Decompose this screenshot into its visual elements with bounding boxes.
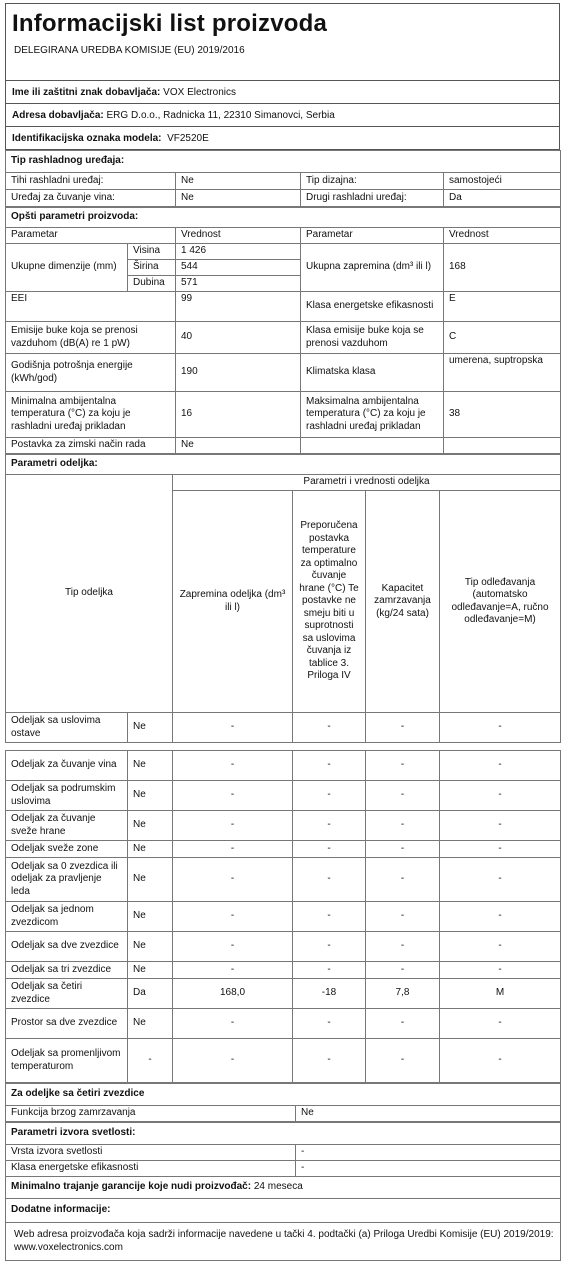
volume-label: Ukupna zapremina (dm³ ili l) bbox=[301, 244, 444, 292]
compartment-temp: - bbox=[293, 858, 366, 902]
noise-class-label: Klasa emisije buke koja se prenosi vazduhom bbox=[301, 322, 444, 354]
col-volume: Zapremina odeljka (dm³ ili l) bbox=[173, 491, 293, 713]
compartment-defrost: - bbox=[440, 1009, 561, 1039]
compartment-volume: - bbox=[173, 811, 293, 841]
compartment-present: - bbox=[128, 1039, 173, 1083]
design-label: Tip dizajna: bbox=[301, 173, 444, 190]
compartment-name: Odeljak sa tri zvezdice bbox=[6, 962, 128, 979]
compartment-defrost: - bbox=[440, 841, 561, 858]
dim-depth-label: Dubina bbox=[128, 276, 176, 292]
compartment-temp: -18 bbox=[293, 979, 366, 1009]
compartment-freeze: - bbox=[366, 781, 440, 811]
compartment-name: Prostor sa dve zvezdice bbox=[6, 1009, 128, 1039]
compartment-temp: - bbox=[293, 1039, 366, 1083]
col-value: Vrednost bbox=[176, 228, 301, 244]
compartment-volume: - bbox=[173, 781, 293, 811]
compartment-temp: - bbox=[293, 811, 366, 841]
table-row bbox=[6, 962, 561, 979]
warranty-label: Minimalno trajanje garancije koje nudi proizvođač: bbox=[11, 1181, 252, 1193]
warranty-value: 24 meseca bbox=[253, 1181, 303, 1193]
table-row bbox=[6, 751, 561, 781]
eei-value: 99 bbox=[176, 292, 301, 322]
min-temp-value: 16 bbox=[176, 392, 301, 438]
compartment-name: Odeljak sa četiri zvezdice bbox=[6, 979, 128, 1009]
climate-value: umerena, suptropska bbox=[444, 354, 561, 392]
type-row bbox=[6, 173, 561, 190]
supplier-address-row bbox=[5, 104, 560, 127]
light-class-label: Klasa energetske efikasnosti bbox=[6, 1161, 296, 1177]
compartment-temp: - bbox=[293, 781, 366, 811]
compartment-name: Odeljak sveže zone bbox=[6, 841, 128, 858]
annual-energy-label: Godišnja potrošnja energije (kWh/god) bbox=[6, 354, 176, 392]
compartment-name: Odeljak sa 0 zvezdica ili odeljak za pravljenje leda bbox=[6, 858, 128, 902]
min-temp-label: Minimalna ambijentalna temperatura (°C) za koju je rashladni uređaj prikladan bbox=[6, 392, 176, 438]
warranty-row bbox=[6, 1177, 561, 1199]
supplier-name-value: VOX Electronics bbox=[163, 86, 236, 98]
light-source-table bbox=[5, 1122, 561, 1261]
general-parameters-table bbox=[5, 207, 561, 454]
compartment-temp: - bbox=[293, 1009, 366, 1039]
table-row bbox=[6, 1009, 561, 1039]
compartment-volume: - bbox=[173, 751, 293, 781]
energy-class-label: Klasa energetske efikasnosti bbox=[301, 292, 444, 322]
page-title: Informacijski list proizvoda bbox=[12, 10, 328, 37]
light-heading: Parametri izvora svetlosti: bbox=[11, 1127, 136, 1139]
compartment-present: Ne bbox=[128, 781, 173, 811]
compartment-name: Odeljak sa dve zvezdice bbox=[6, 932, 128, 962]
compartment-temp: - bbox=[293, 932, 366, 962]
type-table bbox=[5, 150, 561, 207]
table-row bbox=[6, 932, 561, 962]
four-star-table bbox=[5, 1083, 561, 1122]
volume-value: 168 bbox=[444, 244, 561, 292]
compartment-name: Odeljak sa promenljivom temperaturom bbox=[6, 1039, 128, 1083]
col-value2: Vrednost bbox=[444, 228, 561, 244]
compartment-volume: - bbox=[173, 932, 293, 962]
light-class-value: - bbox=[296, 1161, 561, 1177]
supplier-address-value: ERG D.o.o., Radnicka 11, 22310 Simanovci, Serbia bbox=[106, 109, 335, 121]
annual-energy-value: 190 bbox=[176, 354, 301, 392]
compartment-defrost: - bbox=[440, 1039, 561, 1083]
max-temp-label: Maksimalna ambijentalna temperatura (°C) za koju je rashladni uređaj prikladan bbox=[301, 392, 444, 438]
supplier-name-label: Ime ili zaštitni znak dobavljača: bbox=[12, 86, 161, 98]
dim-height-label: Visina bbox=[128, 244, 176, 260]
silent-value: Ne bbox=[176, 173, 301, 190]
compartment-freeze: - bbox=[366, 858, 440, 902]
other-appliance-label: Drugi rashladni uređaj: bbox=[301, 190, 444, 207]
light-type-label: Vrsta izvora svetlosti bbox=[6, 1145, 296, 1161]
compartment-temp: - bbox=[293, 962, 366, 979]
compartment-defrost: - bbox=[440, 781, 561, 811]
compartment-volume: - bbox=[173, 858, 293, 902]
dim-width-value: 544 bbox=[176, 260, 301, 276]
compartment-volume: - bbox=[173, 713, 293, 743]
compartment-freeze: - bbox=[366, 962, 440, 979]
compartment-defrost: - bbox=[440, 858, 561, 902]
table-row bbox=[6, 1039, 561, 1083]
compartment-name: Odeljak sa uslovima ostave bbox=[6, 713, 128, 743]
compartment-name: Odeljak sa jednom zvezdicom bbox=[6, 902, 128, 932]
compartment-present: Ne bbox=[128, 1009, 173, 1039]
dim-width-label: Širina bbox=[128, 260, 176, 276]
compartment-temp: - bbox=[293, 902, 366, 932]
general-heading: Opšti parametri proizvoda: bbox=[11, 211, 139, 223]
compartment-freeze: - bbox=[366, 932, 440, 962]
page-subtitle: DELEGIRANA UREDBA KOMISIJE (EU) 2019/2016 bbox=[14, 45, 245, 56]
supplier-name-row bbox=[5, 81, 560, 104]
col-param: Parametar bbox=[6, 228, 176, 244]
table-row bbox=[6, 713, 561, 743]
table-row bbox=[6, 902, 561, 932]
max-temp-value: 38 bbox=[444, 392, 561, 438]
climate-label: Klimatska klasa bbox=[301, 354, 444, 392]
compartment-temp: - bbox=[293, 841, 366, 858]
compartment-freeze: - bbox=[366, 902, 440, 932]
noise-value: 40 bbox=[176, 322, 301, 354]
fast-freeze-label: Funkcija brzog zamrzavanja bbox=[6, 1106, 296, 1122]
col-freezing-capacity: Kapacitet zamrzavanja (kg/24 sata) bbox=[366, 491, 440, 713]
compartment-freeze: - bbox=[366, 1009, 440, 1039]
col-compartment-type: Tip odeljka bbox=[6, 475, 173, 713]
col-temperature: Preporučena postavka temperature za optimalno čuvanje hrane (°C) Te postavke ne smeju biti u suprotnosti sa uslovima čuvanja iz tablice 3. Priloga IV bbox=[293, 491, 366, 713]
compartment-temp: - bbox=[293, 713, 366, 743]
supplier-address-label: Adresa dobavljača: bbox=[12, 109, 104, 121]
compartment-defrost: - bbox=[440, 713, 561, 743]
table-row bbox=[6, 858, 561, 902]
dim-height-value: 1 426 bbox=[176, 244, 301, 260]
compartment-defrost: - bbox=[440, 751, 561, 781]
other-appliance-value: Da bbox=[444, 190, 561, 207]
compartment-freeze: - bbox=[366, 751, 440, 781]
table-row bbox=[6, 979, 561, 1009]
additional-heading: Dodatne informacije: bbox=[11, 1204, 111, 1216]
compartment-defrost: M bbox=[440, 979, 561, 1009]
product-information-sheet bbox=[5, 3, 560, 1261]
compartment-present: Ne bbox=[128, 841, 173, 858]
winter-value: Ne bbox=[176, 438, 301, 454]
compartments-heading: Parametri odeljka: bbox=[11, 458, 98, 470]
compartment-present: Ne bbox=[128, 932, 173, 962]
noise-label: Emisije buke koja se prenosi vazduhom (dB(A) re 1 pW) bbox=[6, 322, 176, 354]
compartments-table bbox=[5, 454, 561, 1083]
compartment-present: Ne bbox=[128, 962, 173, 979]
table-row bbox=[6, 781, 561, 811]
compartment-freeze: - bbox=[366, 1039, 440, 1083]
compartment-name: Odeljak za čuvanje sveže hrane bbox=[6, 811, 128, 841]
wine-value: Ne bbox=[176, 190, 301, 207]
eei-label: EEI bbox=[6, 292, 176, 322]
compartment-volume: - bbox=[173, 1009, 293, 1039]
compartment-present: Ne bbox=[128, 713, 173, 743]
dimensions-label: Ukupne dimenzije (mm) bbox=[6, 244, 128, 292]
wine-label: Uređaj za čuvanje vina: bbox=[6, 190, 176, 207]
table-row bbox=[6, 841, 561, 858]
four-star-heading: Za odeljke sa četiri zvezdice bbox=[11, 1088, 145, 1100]
compartment-freeze: - bbox=[366, 841, 440, 858]
model-value: VF2520E bbox=[167, 132, 209, 144]
winter-label: Postavka za zimski način rada bbox=[6, 438, 176, 454]
type-row bbox=[6, 190, 561, 207]
compartment-volume: - bbox=[173, 1039, 293, 1083]
compartment-volume: - bbox=[173, 841, 293, 858]
compartment-volume: - bbox=[173, 902, 293, 932]
compartment-defrost: - bbox=[440, 932, 561, 962]
table-row bbox=[6, 811, 561, 841]
col-param2: Parametar bbox=[301, 228, 444, 244]
model-row bbox=[5, 127, 560, 150]
compartment-defrost: - bbox=[440, 811, 561, 841]
compartment-present: Ne bbox=[128, 858, 173, 902]
header bbox=[5, 3, 560, 81]
compartment-freeze: - bbox=[366, 811, 440, 841]
compartment-defrost: - bbox=[440, 902, 561, 932]
light-type-value: - bbox=[296, 1145, 561, 1161]
fast-freeze-value: Ne bbox=[296, 1106, 561, 1122]
model-label: Identifikacijska oznaka modela: bbox=[12, 132, 162, 144]
compartment-present: Ne bbox=[128, 902, 173, 932]
compartment-name: Odeljak sa podrumskim uslovima bbox=[6, 781, 128, 811]
compartment-freeze: 7,8 bbox=[366, 979, 440, 1009]
design-value: samostojeći bbox=[444, 173, 561, 190]
type-heading: Tip rashladnog uređaja: bbox=[11, 155, 125, 167]
group-header: Parametri i vrednosti odeljka bbox=[173, 475, 561, 491]
compartment-volume: 168,0 bbox=[173, 979, 293, 1009]
compartment-present: Ne bbox=[128, 811, 173, 841]
col-defrost: Tip odleđavanja (automatsko odleđavanje=A, ručno odleđavanje=M) bbox=[440, 491, 561, 713]
compartment-volume: - bbox=[173, 962, 293, 979]
dim-depth-value: 571 bbox=[176, 276, 301, 292]
noise-class-value: C bbox=[444, 322, 561, 354]
additional-text: Web adresa proizvođača koja sadrži informacije navedene u tački 4. podtački (a) Priloga Uredbi Komisije (EU) 2019/2019: www.voxelectronics.com bbox=[6, 1223, 561, 1261]
compartment-defrost: - bbox=[440, 962, 561, 979]
compartment-name: Odeljak za čuvanje vina bbox=[6, 751, 128, 781]
compartment-temp: - bbox=[293, 751, 366, 781]
silent-label: Tihi rashladni uređaj: bbox=[6, 173, 176, 190]
compartment-freeze: - bbox=[366, 713, 440, 743]
energy-class-value: E bbox=[444, 292, 561, 322]
compartment-present: Ne bbox=[128, 751, 173, 781]
compartment-present: Da bbox=[128, 979, 173, 1009]
